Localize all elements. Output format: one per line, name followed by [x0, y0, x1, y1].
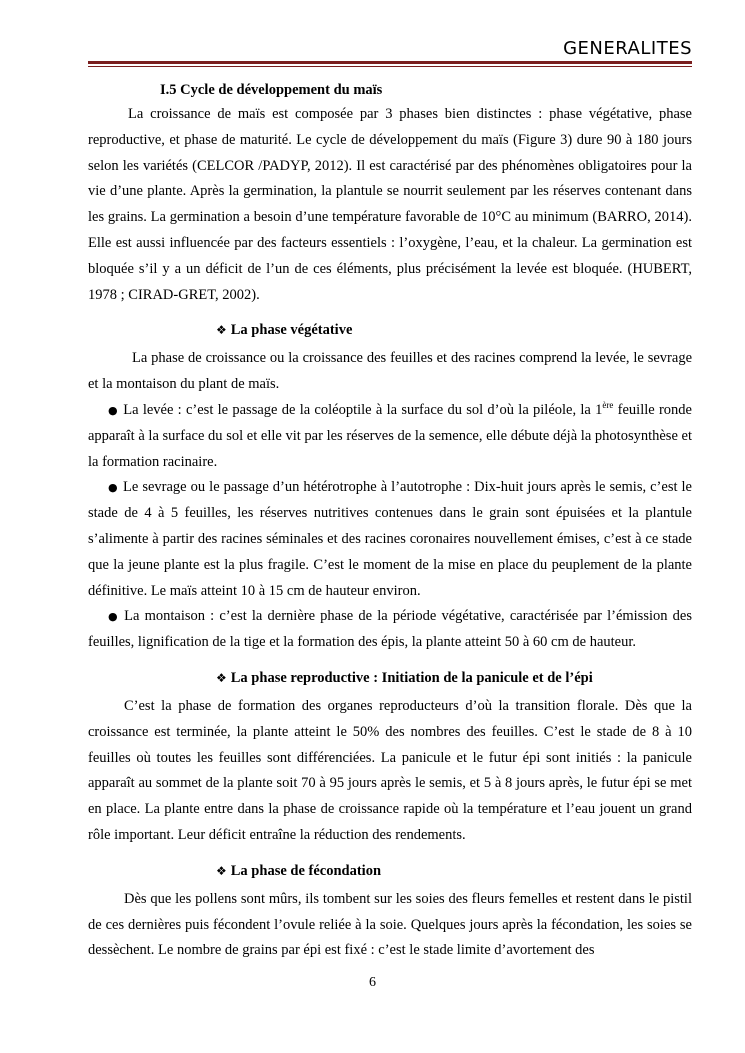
subheading-fecondation-label: La phase de fécondation	[230, 862, 382, 879]
list-item-levee	[88, 398, 692, 475]
page-number: 6	[369, 975, 376, 990]
list-item-levee-text-cont: feuille ronde apparaît à la surface du sol et elle vit par les réserves de la semence, elle débute déjà la photosynthèse et la formation racinaire.	[88, 401, 692, 470]
subheading-vegetative	[88, 318, 692, 342]
reproductive-paragraph: C’est la phase de formation des organes reproducteurs d’où la transition florale. Dès que la croissance est terminée, la plante atteint le 50% des nombres des feuilles. C’est le stade de 8 à 10 feuilles où toutes les feuilles sont différenciées. La panicule et le futur épi sont initiés : la panicule apparaît au sommet de la plante soit 70 à 95 jours après le semis, et 5 à 8 jours après, le futur épi se met en place. La plante entre dans la phase de croissance rapide où la température et l’eau jouent un grand rôle important. Leur déficit entraîne la réduction des rendements.	[88, 697, 692, 843]
fecondation-paragraph: Dès que les pollens sont mûrs, ils tombent sur les soies des fleurs femelles et restent dans le pistil de ces dernières puis fécondent l’ovule reliée à la soie. Quelques jours après la fécondation, les soies se dessèchent. Le nombre de grains par épi est fixé : c’est le stade limite d’avortement des	[88, 890, 692, 959]
subheading-fecondation	[88, 859, 692, 883]
page-body	[88, 78, 692, 964]
diamond-ornament-icon: ❖	[216, 863, 227, 878]
header-rule-thin	[88, 66, 692, 67]
section-intro-paragraph: La croissance de maïs est composée par 3 phases bien distinctes : phase végétative, phase reproductive, et phase de maturité. Le cycle de développement du maïs (Figure 3) dure 90 à 180 jours selon les variétés (CELCOR /PADYP, 2012). Il est caractérisé par des phénomènes obligatoires pour la vie d’une plante. Après la germination, la plantule se nourrit seulement par les réserves contenant dans les grains. La germination a besoin d’une température favorable de 10°C au minimum (BARRO, 2014). Elle est aussi influencée par des facteurs essentiels : l’oxygène, l’eau, et la chaleur. La germination est bloquée s’il y a un déficit de l’un de ces éléments, plus précisément la levée est bloquée. (HUBERT, 1978 ; CIRAD-GRET, 2002).	[88, 106, 692, 303]
list-item-montaison	[88, 604, 692, 656]
superscript-ere: ère	[602, 400, 614, 411]
list-item-montaison-text: La montaison : c’est la dernière phase de la période végétative, caractérisée par l’émission des feuilles, lignification de la tige et la formation des épis, la plante atteint 50 à 60 cm de hauteur.	[88, 608, 692, 651]
header-rule-thick	[88, 61, 692, 64]
list-item-levee-text: La levée : c’est le passage de la coléoptile à la surface du sol d’où la piléole, la 1	[123, 401, 603, 418]
running-header-title: GENERALITES	[563, 38, 692, 59]
subheading-vegetative-label: La phase végétative	[230, 322, 353, 339]
bullet-icon: ●	[108, 403, 119, 417]
list-item-sevrage-text: Le sevrage ou le passage d’un hétérotrophe à l’autotrophe : Dix-huit jours après le semis, c’est le stade de 4 à 5 feuilles, les réserves nutritives contenues dans le grain sont épuisées et la plantule s’alimente à partir des racines séminales et des racines coronaires nouvellement émises, c’est à ce stade que la jeune plante est la plus fragile. C’est le moment de la mise en place du peuplement de la plante définitive. Le maïs atteint 10 à 15 cm de hauteur environ.	[88, 479, 692, 599]
diamond-ornament-icon: ❖	[216, 323, 227, 338]
list-item-sevrage	[88, 475, 692, 604]
diamond-ornament-icon: ❖	[216, 670, 227, 685]
section-title: I.5 Cycle de développement du maïs	[160, 82, 383, 98]
subheading-reproductive	[88, 666, 692, 690]
bullet-icon: ●	[108, 610, 120, 624]
bullet-icon: ●	[108, 481, 119, 495]
vegetative-intro-paragraph: La phase de croissance ou la croissance des feuilles et des racines comprend la levée, le sevrage et la montaison du plant de maïs.	[88, 350, 692, 393]
subheading-reproductive-label: La phase reproductive : Initiation de la panicule et de l’épi	[230, 669, 593, 686]
